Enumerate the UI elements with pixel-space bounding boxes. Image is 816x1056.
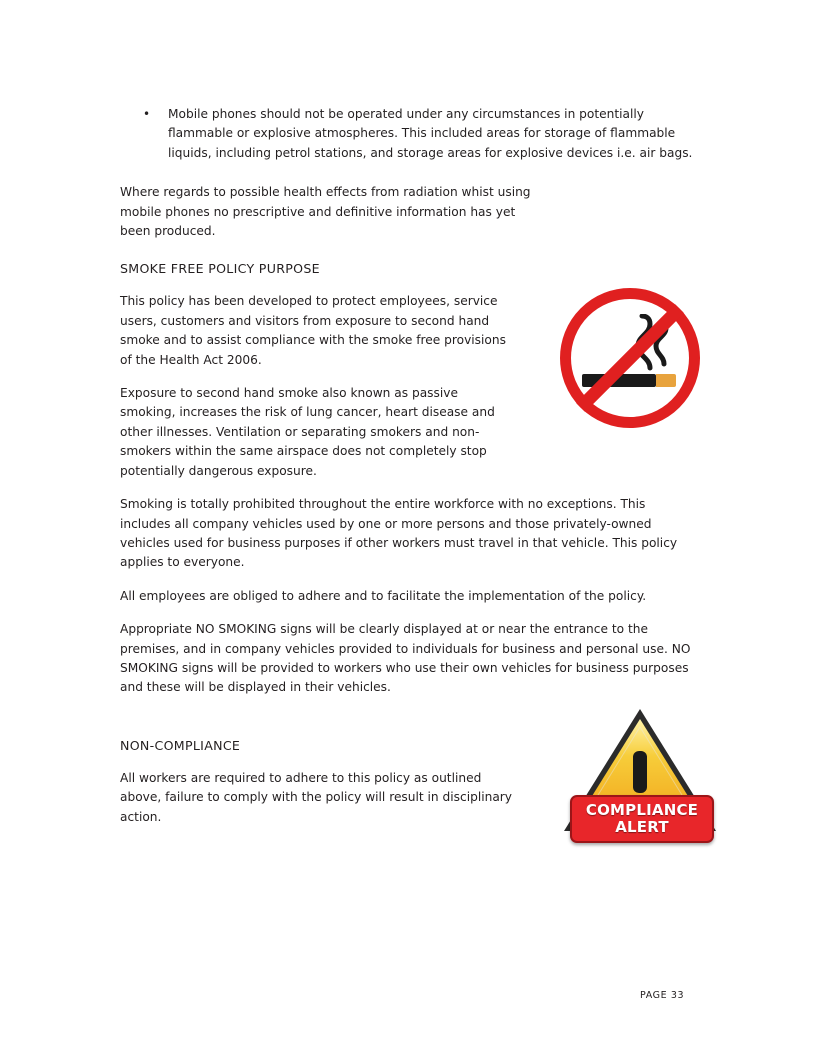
spacer <box>120 606 696 620</box>
heading-non-compliance: NON-COMPLIANCE <box>120 737 241 753</box>
cigarette-ember-icon <box>656 374 676 387</box>
list-item <box>120 105 696 163</box>
page-number: PAGE 33 <box>640 990 685 1001</box>
bullet-icon: • <box>143 107 151 121</box>
spacer <box>120 573 696 587</box>
compliance-alert-icon <box>560 705 720 845</box>
compliance-alert-line2: ALERT <box>615 818 669 836</box>
paragraph-signs: Appropriate NO SMOKING signs will be clearly displayed at or near the entrance to the premises, and in company vehicles provided to individuals for business and personal use. NO SMOKING signs will be provided to workers who use their own vehicles for business purposes and these will be displayed in their vehicles. <box>120 622 691 695</box>
bullet-list <box>120 105 696 163</box>
spacer <box>120 163 696 183</box>
paragraph-prohibited: Smoking is totally prohibited throughout the entire workforce with no exceptions. This includes all company vehicles used by one or more persons and those privately-owned vehicles used for business purposes if other workers must travel in that vehicle. This policy applies to everyone. <box>120 497 678 570</box>
spacer <box>120 481 696 495</box>
heading-smoke-free-policy: SMOKE FREE POLICY PURPOSE <box>120 261 320 277</box>
paragraph-obliged: All employees are obliged to adhere and to facilitate the implementation of the policy. <box>120 588 647 603</box>
paragraph-policy-developed: This policy has been developed to protect employees, service users, customers and visitors from exposure to second hand smoke and to assist compliance with the smoke free provisions of the Health Act 2006. <box>120 294 506 367</box>
no-smoking-icon <box>560 288 700 428</box>
paragraph-non-compliance: All workers are required to adhere to this policy as outlined above, failure to comply with the policy will result in disciplinary action. <box>120 770 513 824</box>
compliance-alert-line1: COMPLIANCE <box>585 801 699 819</box>
spacer <box>120 241 696 261</box>
paragraph-radiation: Where regards to possible health effects from radiation whist using mobile phones no prescriptive and definitive information has yet been produced. <box>120 185 531 239</box>
paragraph-exposure: Exposure to second hand smoke also known as passive smoking, increases the risk of lung cancer, heart disease and other illnesses. Ventilation or separating smokers and non-smokers within the same airspace does not completely stop potentially dangerous exposure. <box>120 386 495 478</box>
list-item-text: Mobile phones should not be operated under any circumstances in potentially flammable or explosive atmospheres. This included areas for storage of flammable liquids, including petrol stations, and storage areas for explosive devices i.e. air bags. <box>168 107 693 160</box>
compliance-alert-banner <box>570 795 714 843</box>
